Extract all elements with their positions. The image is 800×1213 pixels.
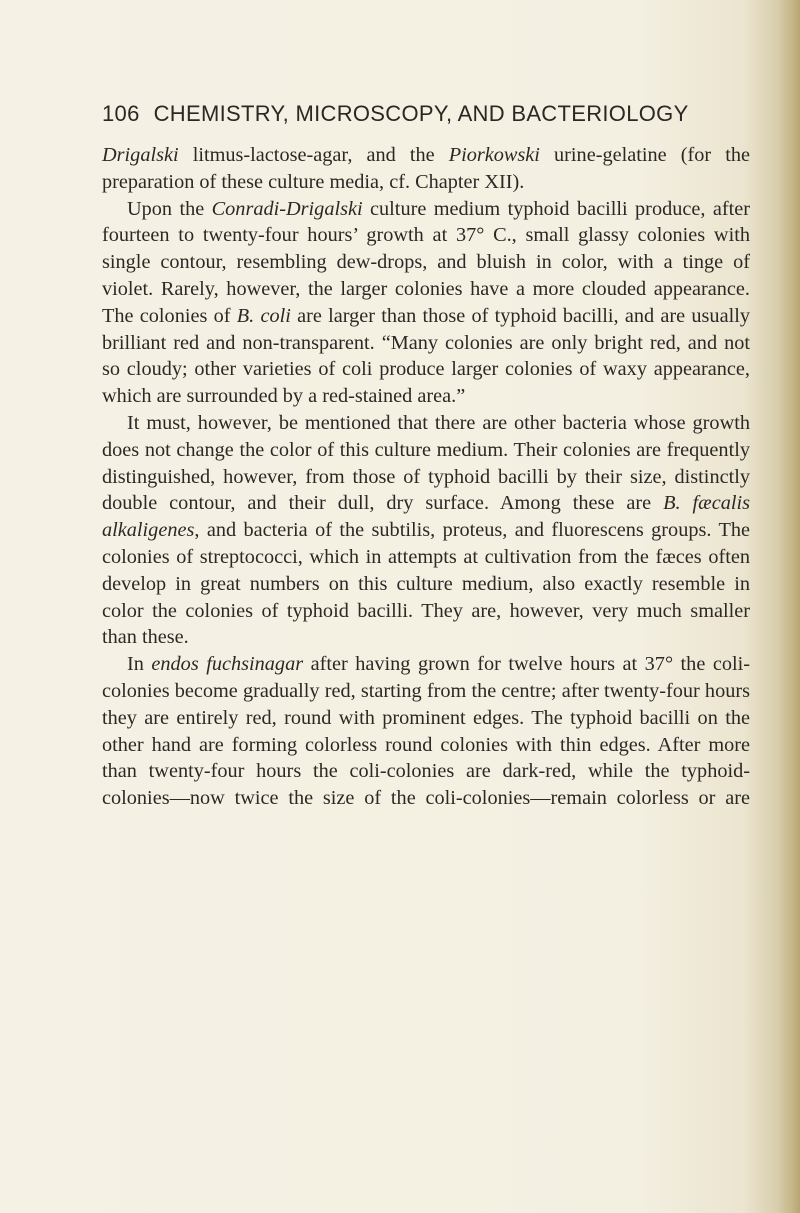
italic-term: B. fæcalis alkaligenes	[102, 492, 750, 542]
page-number: 106	[102, 101, 140, 126]
running-header	[102, 101, 742, 127]
body-text	[102, 142, 750, 812]
text-run: , and bacteria of the subtilis, proteus, and fluorescens groups. The colonies of streptococci, which in attempts at cultivation from the fæces often develop in great numbers on this culture medium, also exactly resemble in color the colonies of typhoid bacilli. They are, however, very much smaller than these.	[102, 519, 750, 649]
text-run: are larger than those of typhoid bacilli, and are usually brilliant red and non-transparent. “Many colonies are only bright red, and not so cloudy; other varieties of coli produce larger colonies of waxy appearance, which are surrounded by a red-stained area.”	[102, 304, 750, 408]
text-run: litmus-lactose-agar, and the	[178, 144, 449, 166]
text-run: In	[127, 653, 152, 676]
italic-term: Conradi-Drigalski	[211, 197, 363, 220]
paragraph-endos-fuchsinagar	[102, 651, 750, 812]
running-title: CHEMISTRY, MICROSCOPY, AND BACTERIOLOGY	[153, 101, 689, 126]
text-run: urine-gelatine (for the preparation of these culture media, cf. Chapter XII).	[102, 144, 750, 193]
italic-term: Drigalski	[102, 144, 179, 166]
paragraph-drigalski-media	[102, 142, 750, 196]
text-run: after having grown for twelve hours at 37° the coli-colonies become gradually red, starting from the centre; after twenty-four hours they are entirely red, round with prominent edges. The typhoid bacilli on the other hand are forming colorless round colonies with thin edges. After more than twenty-four hours the coli-colonies are dark-red, while the typhoid-colonies—now twice the size of the coli-colonies—remain colorless or are	[102, 653, 750, 810]
paragraph-other-bacteria	[102, 410, 750, 651]
text-run: Upon the	[127, 197, 212, 220]
text-run: culture medium typhoid bacilli produce, after fourteen to twenty-four hours’ growth at 37° C., small glassy colonies with single contour, resembling dew-drops, and bluish in color, with a tinge of violet. Rarely, however, the larger colonies have a more clouded appearance. The colonies of	[102, 197, 750, 327]
text-run: It must, however, be mentioned that there are other bacteria whose growth does not change the color of this culture medium. Their colonies are frequently distinguished, however, from those of typhoid bacilli by their size, distinctly double contour, and their dull, dry surface. Among these are	[102, 411, 750, 515]
paragraph-conradi-drigalski	[102, 196, 750, 410]
italic-term: endos fuchsinagar	[151, 653, 304, 676]
italic-term: Piorkowski	[448, 144, 540, 166]
italic-term: B. coli	[236, 304, 291, 327]
page-edge-shadow	[778, 0, 800, 1213]
